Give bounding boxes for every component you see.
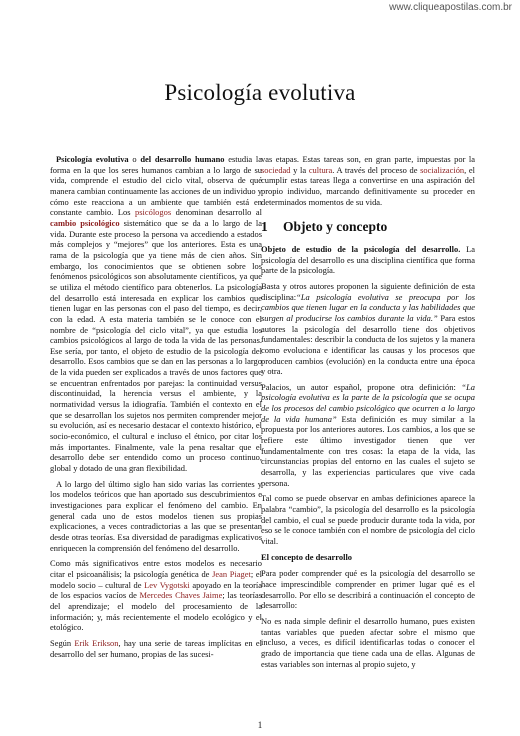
text-run: Psicología evolutiva <box>56 154 129 164</box>
text-link[interactable]: psicólogos <box>135 207 172 218</box>
text-run: Para estos autores la psicología del desarrollo tiene dos objetivos fundamentales: describir la conducta de los sujetos y la manera como evoluciona e identificar las causas y los procesos que producen cambios (evolución) en la conducta entre una época y otra. <box>261 312 475 377</box>
text-run: Palacios, un autor español, propone otra definición: <box>261 381 462 392</box>
text-link[interactable]: cultura <box>308 164 333 175</box>
text-run: y la <box>290 164 309 175</box>
text-run: Tal como se puede observar en ambas definiciones aparece la palabra “cambio”, la psicología del desarrollo es la psicología del cambio, el cual se puede producir durante toda la vida, por eso se le conoce también con el nombre de psicología del ciclo vital. <box>261 493 475 546</box>
text-run: denominan desarrollo al <box>171 207 262 218</box>
models-paragraph <box>50 479 262 554</box>
text-run: “La psicología evolutiva es la parte de la psicología que se ocupa de los procesos del cambio psicológico que ocurren a lo largo de la vida humana” <box>261 381 475 424</box>
left-column <box>50 154 262 664</box>
text-run: del desarrollo humano <box>140 154 225 164</box>
text-run: Esta definición es muy similar a la propuesta por los anteriores autores. Los cambios, a los que se refiere este último investigador tienen que ver fundamentalmente con tres cosas: la etapa de la vida, las circunstancias propias del entorno en las cuales el sujeto se desarrolla, y las experiencias particulares que vive cada persona. <box>261 413 476 488</box>
text-run: Objeto de estudio de la psicología del desarrollo. <box>261 243 461 254</box>
section-number: 1 <box>261 219 268 235</box>
text-run: estudia la forma en la que los seres humanos cambian a lo largo de su vida, comprende el estudio del ciclo vital, observa de qué manera cambian continuamente las acciones de un individuo y cómo este reacciona a un ambiente que también está en constante cambio. Los <box>50 154 262 218</box>
text-run: , el cumplir estas tareas llega a convertirse en una aspiración del propio individuo, marcando definitivamente su proceder en determinados momentos de su vida. <box>261 164 476 207</box>
object-paragraph <box>261 244 475 276</box>
significant-models-paragraph <box>50 558 262 633</box>
text-run: apoyado en la teoría de los espacios vacíos de <box>50 579 263 601</box>
text-link[interactable]: Jean Piaget <box>212 568 251 579</box>
section-title: Objeto y concepto <box>283 219 388 235</box>
tasks-paragraph <box>261 154 475 207</box>
text-run: Según <box>50 637 75 648</box>
change-paragraph <box>261 493 475 546</box>
text-link[interactable]: cambio psicológico <box>50 217 120 228</box>
text-run: No es nada simple definir el desarrollo humano, pues existen tantas variables que pueden afectar sobre el mismo que incluso, a veces, es difícil identificarlas todas o conocer el grado de importancia que tiene cada una de ellas. Algunas de estas variables son internas al propio sujeto, y <box>261 615 475 669</box>
text-run: Basta y otros autores proponen la siguiente definición de esta disciplina: <box>261 280 475 302</box>
text-run: o <box>128 154 141 164</box>
text-run: Para poder comprender qué es la psicología del desarrollo se hace imprescindible comprender en primer lugar qué es el desarrollo. Por ello se describirá a continuación el concepto de desarrollo: <box>261 568 475 611</box>
text-link[interactable]: Lev Vygotski <box>144 579 190 590</box>
right-column <box>261 154 475 674</box>
section-heading <box>261 219 475 235</box>
palacios-definition-paragraph <box>261 382 475 489</box>
concept-paragraph <box>261 568 475 611</box>
text-run: , hay una serie de tareas implícitas en el desarrollo del ser humano, propias de las sucesi- <box>50 637 263 659</box>
text-link[interactable]: Erik Erikson <box>74 637 119 648</box>
intro-paragraph <box>50 154 262 474</box>
variables-paragraph <box>261 616 475 669</box>
subsection-heading: El concepto de desarrollo <box>261 551 353 562</box>
text-run: ; el modelo socio – cultural de <box>50 568 262 590</box>
basta-definition-paragraph <box>261 281 475 377</box>
text-run: . A través del proceso de <box>332 164 421 175</box>
text-link[interactable]: socialización <box>420 164 465 175</box>
text-run: La psicología del desarrollo es una disciplina científica que forma parte de la psicología. <box>261 243 475 276</box>
text-run: Como más significativos entre estos modelos es necesario citar el psicoanálisis; la psicología genética de <box>50 558 262 579</box>
text-link[interactable]: Mercedes Chaves Jaime <box>139 590 223 601</box>
text-run: “La psicología evolutiva se preocupa por los cambios que tienen lugar en la conducta y las habilidades que surgen al producirse los cambios durante la vida.” <box>261 291 475 323</box>
text-run: vas etapas. Estas tareas son, en gran parte, impuestas por la <box>261 154 475 164</box>
text-link[interactable]: sociedad <box>261 164 291 175</box>
text-run: A lo largo del último siglo han sido varias las corrientes y los modelos teóricos que han aportado sus descubrimientos e investigaciones para explicar el fenómeno del cambio. En general cada uno de estos modelos tienen sus propias explicaciones, a veces contradictorias a las que se presentan desde otras teorías. Esa diversidad de paradigmas explicativos enriquecen la comprensión del fenómeno del desarrollo. <box>50 478 262 553</box>
watermark-url: www.cliqueapostilas.com.br <box>389 2 512 13</box>
page-title: Psicología evolutiva <box>164 80 356 105</box>
text-run: ; las teorías del aprendizaje; el modelo del procesamiento de la información; y, más recientemente el modelo ecológico y el etológico. <box>50 590 262 633</box>
text-run: sistemático que se da a lo largo de la vida. Durante este proceso la persona va accediendo a estados más complejos y “mejores” que los anteriores. Esta es una rama de la psicología que ya tiene más de cien años. Sin embargo, los conocimientos que se obtienen sobre los fenómenos psicológicos son absolutamente científicos, ya que se utiliza el método científico para obtenerlos. La psicología del desarrollo está interesada en explicar los cambios que tienen lugar en las personas con el paso del tiempo, es decir, con la edad. A esta materia también se le conoce con el nombre de “psicología del ciclo vital”, ya que estudia los cambios psicológicos al largo de toda la vida de las personas. Ese sería, por tanto, el objeto de estudio de la psicología del desarrollo. Esos cambios que se dan en las personas a lo largo de la vida pueden ser explicados a través de unos factores que se encuentran enfrentados por parejas: la continuidad versus discontinuidad, la herencia versus el ambiente, y la normatividad versus la idiografía. También el contexto en el que se desarrollan los sujetos nos permiten comprender mejor su evolución, así es necesario destacar el contexto histórico, el socio-económico, el cultural e incluso el étnico, por citar los más importantes. Finalmente, vale la pena resaltar que el desarrollo debe ser entendido como un proceso continuo, global y dotado de una gran flexibilidad. <box>50 217 262 474</box>
erikson-paragraph <box>50 638 262 659</box>
page-number: 1 <box>257 720 263 730</box>
